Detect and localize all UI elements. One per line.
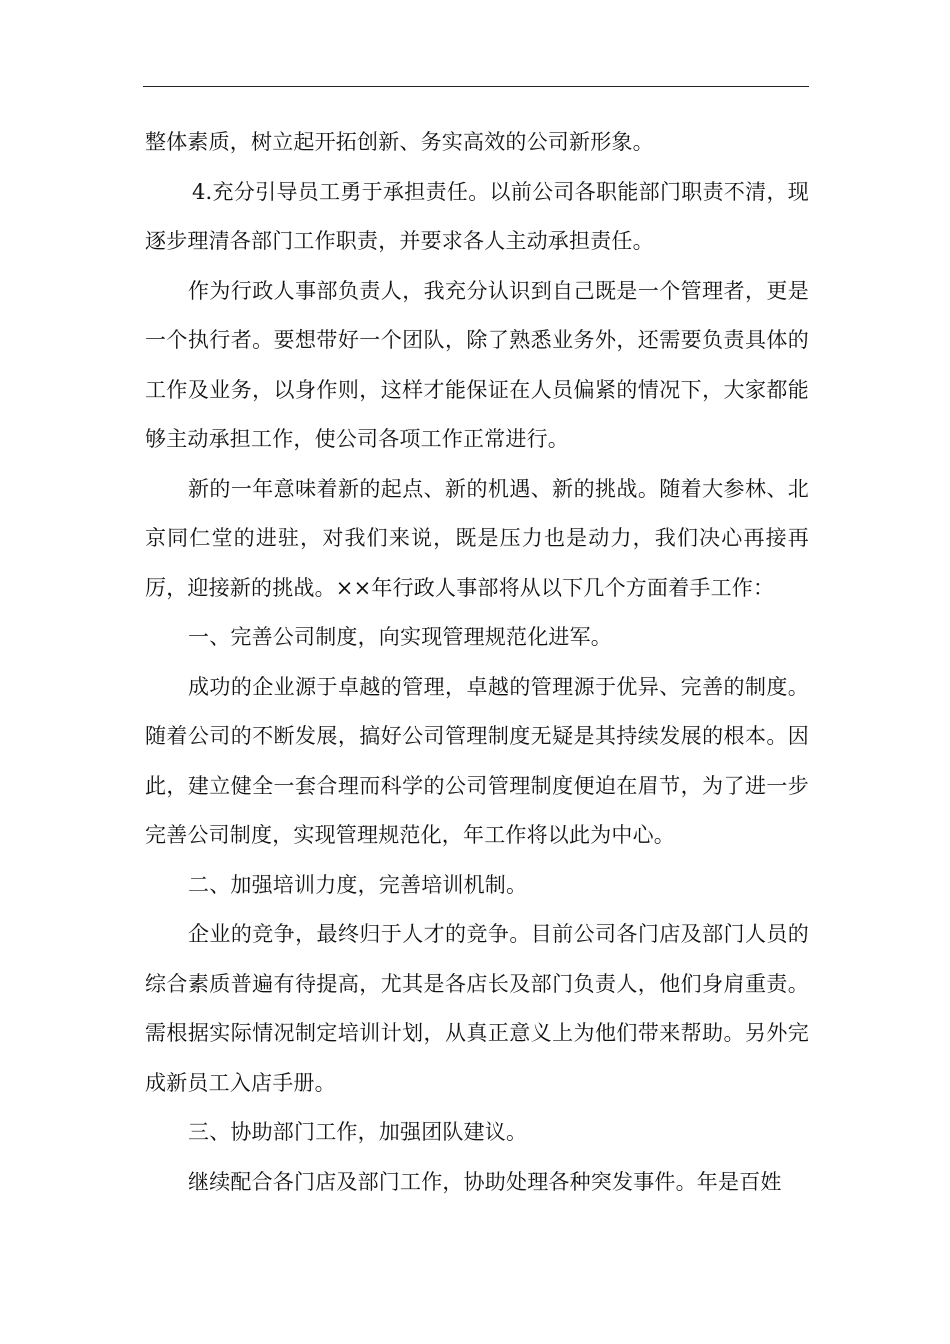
paragraph-new-year: 新的一年意味着新的起点、新的机遇、新的挑战。随着大参林、北京同仁堂的进驻，对我们来说，既是压力也是动力，我们决心再接再厉，迎接新的挑战。××年行政人事部将从以下几个方面着手工作： [145, 476, 809, 600]
section-heading-3: 三、协助部门工作，加强团队建议。 [188, 1120, 528, 1144]
section-heading-1: 一、完善公司制度，向实现管理规范化进军。 [188, 625, 612, 649]
paragraph-cooperation: 继续配合各门店及部门工作，协助处理各种突发事件。年是百姓 [188, 1169, 782, 1194]
section-heading-2: 二、加强培训力度，完善培训机制。 [188, 872, 528, 897]
header-rule [143, 86, 809, 87]
paragraph-role: 作为行政人事部负责人，我充分认识到自己既是一个管理者，更是一个执行者。要想带好一个团队，除了熟悉业务外，还需要负责具体的工作及业务，以身作则，这样才能保证在人员偏紧的情况下，大家都能够主动承担工作，使公司各项工作正常进行。 [145, 278, 809, 451]
paragraph-item-4: 4.充分引导员工勇于承担责任。以前公司各职能部门职责不清，现逐步理清各部门工作职责，并要求各人主动承担责任。 [145, 179, 809, 253]
paragraph-training: 企业的竞争，最终归于人才的竞争。目前公司各门店及部门人员的综合素质普遍有待提高，尤其是各店长及部门负责人，他们身肩重责。需根据实际情况制定培训计划，从真正意义上为他们带来帮助。另外完成新员工入店手册。 [145, 922, 809, 1095]
document-body [145, 118, 809, 1207]
paragraph-continuation: 整体素质，树立起开拓创新、务实高效的公司新形象。 [145, 130, 654, 154]
paragraph-management: 成功的企业源于卓越的管理，卓越的管理源于优异、完善的制度。随着公司的不断发展，搞好公司管理制度无疑是其持续发展的根本。因此，建立健全一套合理而科学的公司管理制度便迫在眉节，为了进一步完善公司制度，实现管理规范化，年工作将以此为中心。 [145, 674, 809, 847]
